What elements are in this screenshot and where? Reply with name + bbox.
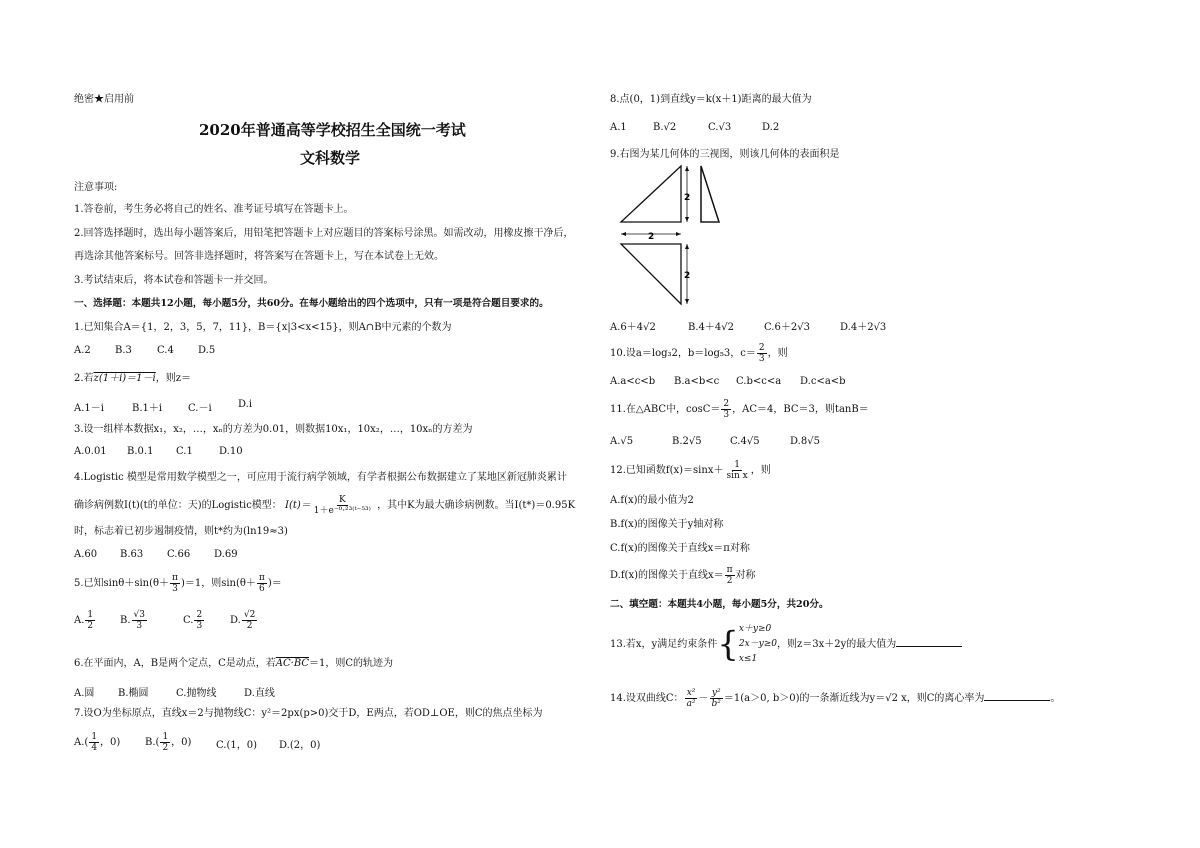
note-3: 3.考试结束后，将本试卷和答题卡一并交回。 <box>74 275 274 286</box>
q7-option-b: B.( $\frac{1}{2}$ ，0) <box>145 732 192 753</box>
top-view-triangle <box>621 244 681 304</box>
q13-answer-blank <box>896 637 962 647</box>
q11-option-d: D.8√5 <box>790 436 820 447</box>
q4-line-1: 4.Logistic 模型是常用数学模型之一，可应用于流行病学领域，有学者根据公布数据建立了某地区新冠肺炎累计 <box>74 472 567 483</box>
q10-option-b: B.a<b<c <box>674 376 720 387</box>
q8-option-a: A.1 <box>610 122 627 133</box>
q1-stem: 1.已知集合A＝{1，2，3，5，7，11}，B＝{x|3<x<15}，则A∩B中元素的个数为 <box>74 322 452 333</box>
height-arrow-bottom <box>685 217 689 222</box>
q5-option-a: A. $\frac{1}{2}$ <box>74 610 94 631</box>
q10-option-a: A.a<c<b <box>610 376 656 387</box>
q12-stem: 12.已知函数f(x)＝sinx＋ $\frac{1}{\text{sin x}}$ ，则 <box>610 460 771 481</box>
note-1: 1.答卷前，考生务必将自己的姓名、准考证号填写在答题卡上。 <box>74 204 354 215</box>
confidential-mark: 绝密★启用前 <box>74 94 134 105</box>
section-fill-heading: 二、填空题：本题共4小题，每小题5分，共20分。 <box>610 599 829 610</box>
q11-option-b: B.2√5 <box>672 436 702 447</box>
height-label: 2 <box>684 193 691 203</box>
width-arrow-right <box>676 232 681 236</box>
q12-option-d: D.f(x)的图像关于直线x＝ $\frac{\pi}{2}$ 对称 <box>610 565 756 586</box>
q12-option-a: A.f(x)的最小值为2 <box>610 495 694 506</box>
q5-stem: 5.已知sinθ＋sin(θ＋ $\frac{\pi}{3}$ )＝1，则sin(θ＋ $\frac{\pi}{6}$ )＝ <box>74 573 282 594</box>
q10-stem: 10.设a＝log₃2，b＝log₅3，c＝ $\frac{2}{3}$ ，则 <box>610 343 788 364</box>
q7-option-a: A.( $\frac{1}{4}$ ，0) <box>74 732 121 753</box>
q1-option-d: D.5 <box>198 345 216 356</box>
q6-stem: 6.在平面内，A，B是两个定点，C是动点，若AC·BC＝1，则C的轨迹为 <box>74 658 394 669</box>
notes-heading: 注意事项: <box>74 182 118 193</box>
q1-option-b: B.3 <box>115 345 132 356</box>
q1-option-c: C.4 <box>157 345 174 356</box>
q14-stem: 14.设双曲线C： $\frac{\text{x²}}{\text{a²}}$ － $\frac{\text{y²}}{\text{b²}}$ ＝1(a＞0, b＞0)的一条渐近线为y＝√2 x，则C的离心率为 。 <box>610 688 1061 709</box>
q4-line-3: 时，标志着已初步遏制疫情，则t*约为(ln19≈3) <box>74 526 288 537</box>
q4-option-d: D.69 <box>214 549 238 560</box>
q12-option-c: C.f(x)的图像关于直线x＝π对称 <box>610 543 750 554</box>
depth-arrow-bottom <box>685 299 689 304</box>
q2-option-d: D.i <box>238 399 253 410</box>
q5-option-c: C. $\frac{2}{3}$ <box>183 610 203 631</box>
q10-option-d: D.c<a<b <box>800 376 846 387</box>
q8-option-d: D.2 <box>762 122 780 133</box>
q11-option-c: C.4√5 <box>730 436 760 447</box>
q9-option-d: D.4＋2√3 <box>840 322 887 333</box>
section-choice-heading: 一、选择题：本题共12小题，每小题5分，共60分。在每小题给出的四个选项中，只有一项是符合题目要求的。 <box>74 298 549 309</box>
q11-stem: 11.在△ABC中，cosC＝ $\frac{2}{3}$ ，AC＝4，BC＝3，则tanB＝ <box>610 399 869 420</box>
q5-option-d: D. $\frac{√2}{2}$ <box>230 610 256 631</box>
q7-option-c: C.(1，0) <box>216 740 258 751</box>
note-2-line-1: 2.回答选择题时，选出每小题答案后，用铅笔把答题卡上对应题目的答案标号涂黑。如需改动，用橡皮擦干净后， <box>74 228 574 239</box>
q6-option-b: B.椭圆 <box>118 688 149 699</box>
q9-option-a: A.6＋4√2 <box>610 322 656 333</box>
depth-label: 2 <box>684 271 691 281</box>
q14-answer-blank <box>984 691 1050 701</box>
q2-stem: 2.若z(1＋i)＝1－i，则z＝ <box>74 373 192 384</box>
exam-subject: 文科数学 <box>300 149 361 167</box>
q2-option-b: B.1＋i <box>132 403 163 414</box>
q9-stem: 9.右图为某几何体的三视图，则该几何体的表面积是 <box>610 149 840 160</box>
q12-option-b: B.f(x)的图像关于y轴对称 <box>610 519 724 530</box>
q6-option-c: C.抛物线 <box>176 688 217 699</box>
q6-option-d: D.直线 <box>244 688 275 699</box>
q7-option-d: D.(2，0) <box>279 740 321 751</box>
exam-title: 2020年普通高等学校招生全国统一考试 <box>199 121 466 139</box>
q2-option-a: A.1－i <box>74 403 104 414</box>
q3-stem: 3.设一组样本数据x₁，x₂，…，xₙ的方差为0.01，则数据10x₁，10x₂，…，10xₙ的方差为 <box>74 424 473 435</box>
depth-arrow-top <box>685 244 689 249</box>
q9-option-b: B.4＋4√2 <box>688 322 734 333</box>
q1-option-a: A.2 <box>74 345 91 356</box>
q8-stem: 8.点(0，1)到直线y＝k(x＋1)距离的最大值为 <box>610 94 812 105</box>
q4-option-b: B.63 <box>120 549 144 560</box>
q4-line-2: 确诊病例数I(t)(t的单位：天)的Logistic模型： I(t)＝ $\frac{K}{\text{1＋e⁻⁰·²³⁽ᵗ⁻⁵³⁾}}$ ，其中K为最大确诊病例数。当I(t*)＝0.95K <box>74 495 576 516</box>
q3-option-d: D.10 <box>219 446 243 457</box>
q4-option-c: C.66 <box>167 549 191 560</box>
three-view-diagram <box>615 162 725 310</box>
q2-option-c: C.－i <box>188 403 212 414</box>
q4-option-a: A.60 <box>74 549 98 560</box>
q3-option-a: A.0.01 <box>74 446 107 457</box>
q6-option-a: A.圆 <box>74 688 95 699</box>
q11-option-a: A.√5 <box>610 436 634 447</box>
q3-option-b: B.0.1 <box>127 446 154 457</box>
width-arrow-left <box>621 232 626 236</box>
q5-option-b: B. $\frac{√3}{3}$ <box>120 610 145 631</box>
height-arrow-top <box>685 166 689 171</box>
side-view-outline <box>701 166 719 222</box>
q10-option-c: C.b<c<a <box>736 376 782 387</box>
front-view-triangle <box>621 166 681 222</box>
q7-stem: 7.设O为坐标原点，直线x＝2与抛物线C：y²＝2px(p>0)交于D，E两点，若OD⊥OE，则C的焦点坐标为 <box>74 708 543 719</box>
q3-option-c: C.1 <box>176 446 193 457</box>
q9-option-c: C.6＋2√3 <box>764 322 810 333</box>
note-2-line-2: 再选涂其他答案标号。回答非选择题时，将答案写在答题卡上，写在本试卷上无效。 <box>74 251 444 262</box>
q13-stem: 13.若x，y满足约束条件{ x＋y≥0 2x－y≥0 x≤1 ，则z＝3x＋2y的最大值为 <box>610 622 962 667</box>
q8-option-b: B.√2 <box>653 122 677 133</box>
width-label: 2 <box>648 232 655 242</box>
q8-option-c: C.√3 <box>708 122 732 133</box>
